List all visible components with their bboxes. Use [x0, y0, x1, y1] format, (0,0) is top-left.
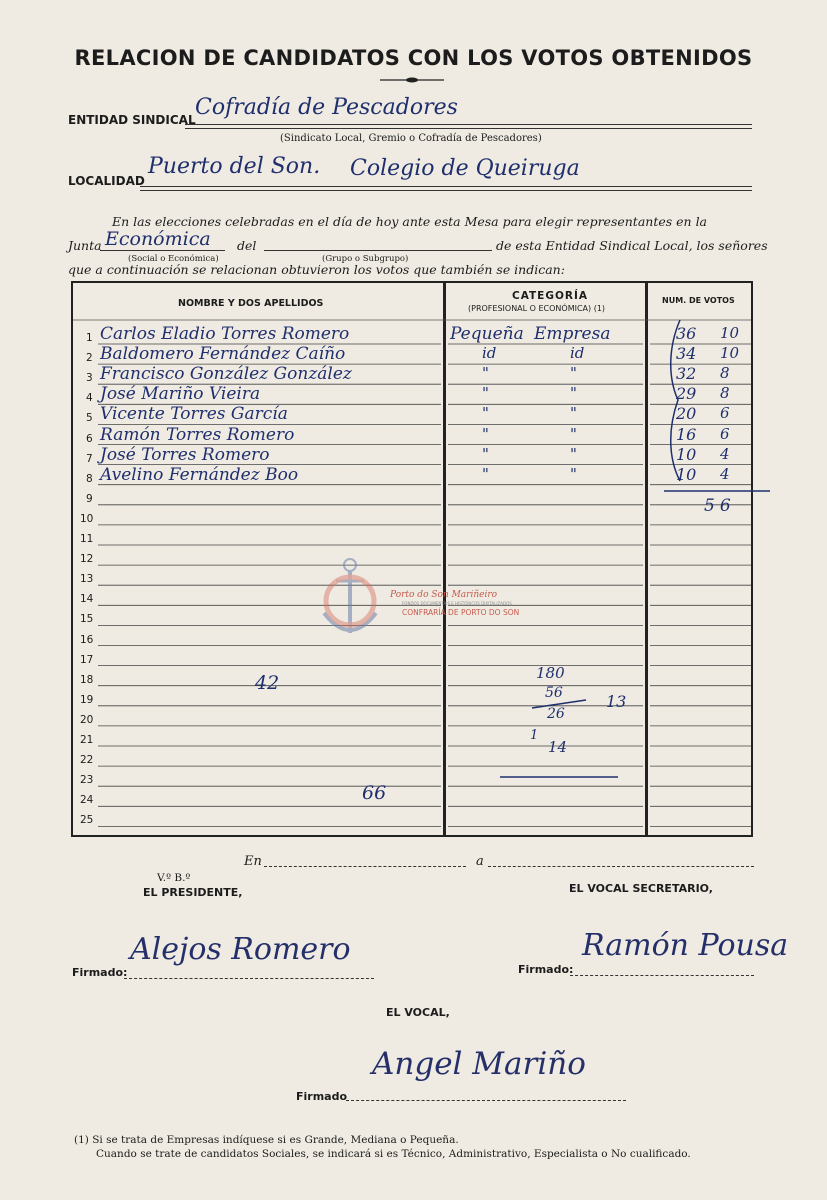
votes-brace [664, 318, 684, 483]
row-number: 10 [80, 512, 94, 525]
hint-social: (Social o Económica) [128, 254, 219, 264]
note-14: 14 [548, 738, 568, 756]
row-v1-cell: 36 [676, 324, 697, 343]
watermark-org: CONFRARÍA DE PORTO DO SON [402, 608, 520, 617]
row-v1-cell: 34 [676, 344, 697, 364]
row-number: 25 [80, 814, 94, 827]
row-number: 1 [86, 332, 93, 344]
row-v2-cell: 8 [720, 384, 730, 403]
del-label: del [237, 238, 257, 253]
note-26: 26 [547, 706, 565, 722]
row-number: 8 [86, 472, 93, 485]
entidad-label: ENTIDAD SINDICAL [68, 113, 196, 127]
row-cat1-cell: " [482, 464, 489, 483]
row-cat1-cell: " [482, 404, 489, 423]
row-number: 7 [86, 452, 93, 465]
row-cat1-cell: id [482, 344, 497, 363]
row-number: 24 [80, 794, 94, 807]
en-line [264, 866, 466, 867]
firmado-presidente-label: Firmado: [72, 966, 128, 979]
row-name-cell: José Torres Romero [100, 444, 270, 465]
row-cat2-cell: Empresa [534, 324, 611, 344]
votes-underline [662, 488, 774, 494]
colegio-value: Colegio de Queiruga [350, 156, 580, 181]
row-v1-cell: 10 [676, 464, 697, 484]
col-header-category-sub: (PROFESIONAL O ECONÓMICA) (1) [468, 304, 606, 313]
row-number: 20 [80, 713, 94, 726]
watermark-subtitle: FONDOS DOCUMENTAIS E HISTÓRICOS DIXITALIZADOS [402, 601, 512, 606]
row-number: 18 [80, 673, 94, 686]
row-v1-cell: 16 [676, 424, 697, 444]
row-v2-cell: 10 [720, 344, 740, 363]
row-cat1-cell: Pequeña [450, 324, 524, 344]
intro-line-2-end: de esta Entidad Sindical Local, los señores [496, 238, 768, 253]
row-cat1-cell: " [482, 384, 489, 403]
row-number: 9 [86, 492, 93, 505]
junta-value: Económica [105, 228, 211, 250]
sum-underline [498, 774, 622, 780]
firmado-vocal-label: Firmado [296, 1090, 348, 1103]
secretario-label: EL VOCAL SECRETARIO, [569, 882, 713, 895]
row-v1-cell: 29 [676, 384, 697, 404]
row-number: 6 [86, 432, 93, 445]
signature-secretario: Ramón Pousa [582, 928, 789, 963]
col-header-name: NOMBRE Y DOS APELLIDOS [178, 298, 324, 309]
row-number: 2 [86, 352, 93, 365]
watermark-title: Porto do Son Mariñeiro [390, 590, 498, 600]
row-cat1-cell: " [482, 424, 489, 443]
row-v1-cell: 10 [676, 444, 697, 464]
firmado-secretario-line [570, 975, 754, 976]
votes-total: 56 [704, 496, 736, 516]
firmado-secretario-label: Firmado: [518, 963, 574, 976]
entidad-hint: (Sindicato Local, Gremio o Cofradía de Pescadores) [280, 133, 542, 144]
row-number: 16 [80, 633, 94, 646]
footnote-2: Cuando se trate de candidatos Sociales, se indicará si es Técnico, Administrativo, Especialista o No cualificado. [96, 1148, 691, 1160]
firmado-presidente-line [124, 978, 374, 979]
row-number: 3 [86, 372, 93, 385]
en-label: En [244, 854, 262, 869]
localidad-label: LOCALIDAD [68, 174, 145, 188]
row-cat2-cell: id [570, 344, 585, 363]
intro-line-3: que a continuación se relacionan obtuvieron los votos que también se indican: [68, 262, 565, 277]
firmado-vocal-line [346, 1100, 626, 1101]
row-number: 13 [80, 573, 94, 586]
note-66: 66 [362, 782, 387, 804]
col-header-category: CATEGORÍA [512, 290, 589, 302]
a-label: a [476, 854, 484, 869]
row-name-cell: Baldomero Fernández Caíño [100, 344, 346, 365]
localidad-value: Puerto del Son. [148, 154, 321, 179]
note-13: 13 [606, 692, 627, 711]
row-cat2-cell: " [570, 404, 577, 423]
presidente-label: EL PRESIDENTE, [143, 886, 243, 899]
row-cat2-cell: " [570, 384, 577, 403]
row-name-cell: Vicente Torres García [100, 404, 288, 425]
intro-line-1: En las elecciones celebradas en el día de hoy ante esta Mesa para elegir representantes en la [112, 214, 708, 229]
row-name-cell: Avelino Fernández Boo [100, 464, 299, 485]
row-number: 4 [86, 392, 93, 405]
signature-presidente: Alejos Romero [130, 932, 351, 967]
row-v2-cell: 6 [720, 424, 730, 443]
note-42: 42 [255, 672, 280, 694]
row-name-cell: Carlos Eladio Torres Romero [100, 324, 350, 344]
row-name-cell: Ramón Torres Romero [100, 424, 295, 445]
row-cat1-cell: " [482, 444, 489, 463]
anchor-logo-watermark [318, 555, 382, 645]
a-line [488, 866, 754, 867]
form-title: RELACION DE CANDIDATOS CON LOS VOTOS OBTENIDOS [74, 46, 753, 70]
row-number: 11 [80, 533, 94, 545]
row-name-cell: José Mariño Vieira [100, 384, 261, 405]
row-number: 19 [80, 693, 94, 706]
row-number: 17 [80, 653, 94, 666]
row-v1-cell: 32 [676, 364, 697, 384]
note-180: 180 [536, 664, 565, 682]
row-number: 23 [80, 774, 94, 787]
note-1: 1 [530, 728, 539, 743]
row-v2-cell: 6 [720, 404, 730, 423]
row-cat2-cell: " [570, 464, 577, 483]
vb-label: V.º B.º [157, 872, 191, 884]
row-number: 15 [80, 613, 94, 626]
row-cat2-cell: " [570, 364, 577, 383]
row-v2-cell: 4 [720, 464, 730, 483]
row-number: 21 [80, 734, 94, 746]
junta-label: Junta [68, 238, 102, 253]
row-v2-cell: 8 [720, 364, 730, 383]
row-cat1-cell: " [482, 364, 489, 383]
row-v2-cell: 10 [720, 324, 740, 342]
vocal-label: EL VOCAL, [386, 1006, 450, 1019]
footnote-1: (1) Si se trata de Empresas indíquese si es Grande, Mediana o Pequeña. [74, 1134, 459, 1146]
entidad-value: Cofradía de Pescadores [195, 95, 458, 120]
row-cat2-cell: " [570, 424, 577, 443]
row-number: 5 [86, 412, 93, 425]
signature-vocal: Angel Mariño [372, 1046, 586, 1082]
row-number: 14 [80, 593, 94, 606]
row-number: 12 [80, 553, 94, 566]
row-number: 22 [80, 754, 94, 767]
row-v1-cell: 20 [676, 404, 697, 424]
row-v2-cell: 4 [720, 444, 730, 463]
col-header-votes: NUM. DE VOTOS [662, 296, 735, 305]
note-56: 56 [545, 685, 563, 701]
row-cat2-cell: " [570, 444, 577, 463]
row-name-cell: Francisco González González [100, 364, 352, 385]
hint-grupo: (Grupo o Subgrupo) [322, 254, 409, 264]
